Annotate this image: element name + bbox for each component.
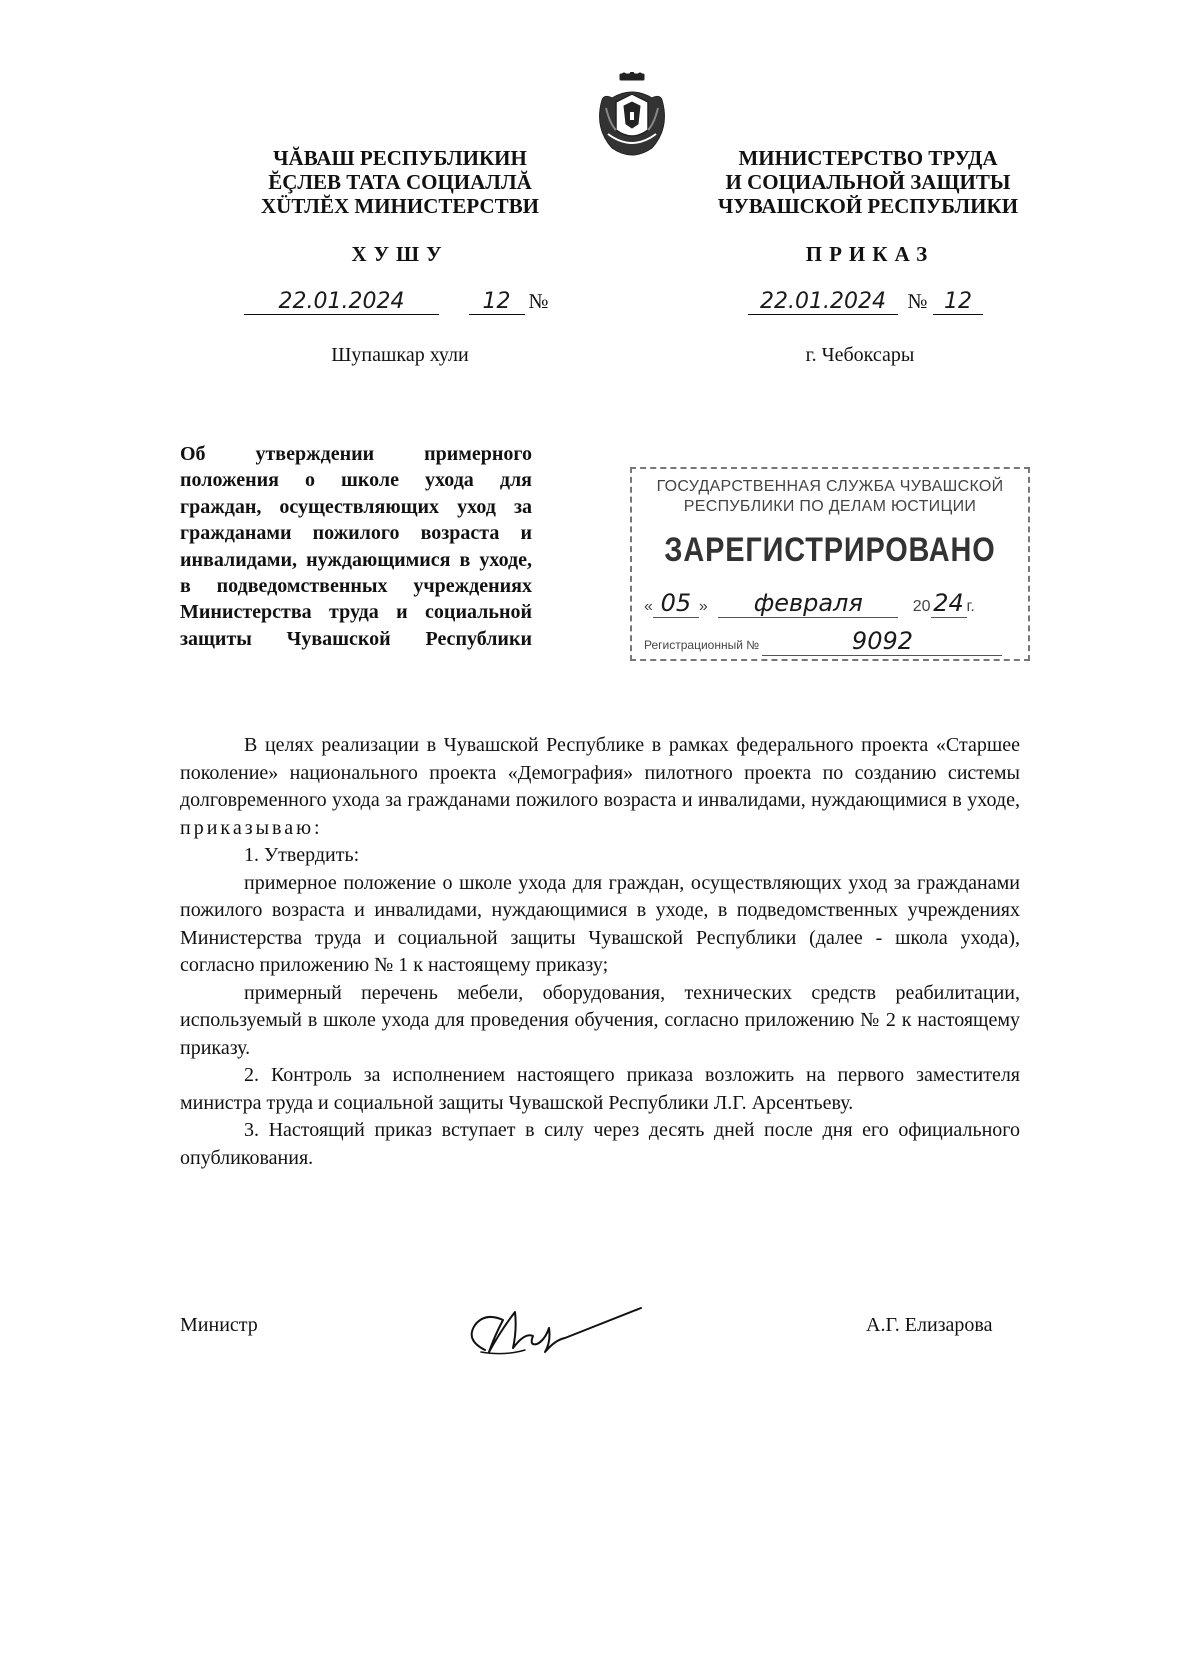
doc-number-left: 12 bbox=[469, 289, 525, 315]
stamp-month: февраля bbox=[718, 589, 898, 618]
signatory-position: Министр bbox=[180, 1314, 258, 1336]
stamp-reg-number: 9092 bbox=[762, 627, 1002, 656]
header-left-line: ХÜТЛĔХ МИНИСТЕРСТВИ bbox=[261, 194, 539, 218]
doc-date-left: 22.01.2024 bbox=[244, 289, 439, 315]
stamp-org-line: ГОСУДАРСТВЕННАЯ СЛУЖБА ЧУВАШСКОЙ bbox=[656, 478, 1004, 495]
header-right-line: И СОЦИАЛЬНОЙ ЗАЩИТЫ bbox=[725, 170, 1011, 194]
header-right-line: ЧУВАШСКОЙ РЕСПУБЛИКИ bbox=[717, 194, 1019, 218]
stamp-registration bbox=[644, 627, 1002, 656]
stamp-org-line: РЕСПУБЛИКИ ПО ДЕЛАМ ЮСТИЦИИ bbox=[683, 498, 977, 515]
doc-type-right: ПРИКАЗ bbox=[805, 242, 935, 266]
body-item-1: 1. Утвердить: bbox=[244, 844, 360, 866]
stamp-reg-label: Регистрационный № bbox=[644, 638, 760, 652]
header-left-line: ЧĂВАШ РЕСПУБЛИКИН bbox=[273, 146, 527, 170]
stamp-day: 05 bbox=[653, 589, 699, 618]
header-left-org bbox=[230, 146, 570, 218]
document-subject: Об утверждении примерного положения о школе ухода для граждан, осуществляющих уход за гражданами пожилого возраста и инвалидами, нуждающимися в уходе, в подведомственных учреждениях Министерства труда и социальной защиты Чувашской Республики bbox=[180, 443, 532, 650]
header-right-org bbox=[688, 146, 1048, 218]
body-item-1b: примерный перечень мебели, оборудования, технических средств реабилитации, используемый в школе ухода для проведения обучения, согласно приложению № 2 к настоящему приказу. bbox=[180, 981, 1020, 1059]
body-item-3: 3. Настоящий приказ вступает в силу через десять дней после дня его официального опубликования. bbox=[180, 1119, 1020, 1169]
city-right: г. Чебоксары bbox=[805, 344, 915, 366]
document-body bbox=[180, 732, 1020, 1172]
body-intro-text: В целях реализации в Чувашской Республике в рамках федерального проекта «Старшее поколение» национального проекта «Демография» пилотного проекта по созданию системы долговременного ухода за гражданами пожилого возраста и инвалидами, нуждающимися в уходе, bbox=[180, 734, 1020, 811]
date-line-left bbox=[244, 288, 549, 315]
stamp-year-suffix: 24 bbox=[931, 589, 967, 618]
doc-date-right: 22.01.2024 bbox=[748, 289, 898, 315]
stamp-year-label: г. bbox=[966, 598, 975, 615]
date-line-right bbox=[748, 288, 983, 315]
stamp-date bbox=[644, 589, 975, 618]
city-left: Шупашкар хули bbox=[331, 344, 469, 366]
body-item-1a: примерное положение о школе ухода для граждан, осуществляющих уход за гражданами пожилого возраста и инвалидами, нуждающимися в уходе, в подведомственных учреждениях Министерства труда и социальной защиты Чувашской Республики (далее - школа ухода), согласно приложению № 1 к настоящему приказу; bbox=[180, 871, 1020, 976]
header-right-line: МИНИСТЕРСТВО ТРУДА bbox=[738, 146, 998, 170]
handwritten-signature bbox=[455, 1290, 645, 1370]
stamp-title: ЗАРЕГИСТРИРОВАНО bbox=[664, 531, 996, 569]
signatory-name: А.Г. Елизарова bbox=[866, 1314, 993, 1336]
number-sign-right: № bbox=[907, 289, 928, 313]
doc-number-right: 12 bbox=[933, 289, 983, 315]
stamp-open-quote: « bbox=[644, 598, 653, 615]
number-sign-left: № bbox=[528, 289, 549, 313]
registration-stamp bbox=[630, 467, 1030, 661]
stamp-close-quote: » bbox=[698, 598, 708, 615]
header-left-line: ĔÇЛЕВ ТАТА СОЦИАЛЛĂ bbox=[268, 170, 532, 194]
body-intro bbox=[180, 732, 1020, 842]
body-intro-verb: приказываю: bbox=[180, 816, 323, 839]
coat-of-arms-emblem bbox=[590, 72, 674, 160]
stamp-organization bbox=[632, 477, 1028, 517]
stamp-year-prefix: 20 bbox=[912, 598, 931, 615]
body-item-2: 2. Контроль за исполнением настоящего приказа возложить на первого заместителя министра труда и социальной защиты Чувашской Республики Л.Г. Арсентьеву. bbox=[180, 1064, 1020, 1114]
doc-type-left: ХУШУ bbox=[351, 242, 449, 266]
